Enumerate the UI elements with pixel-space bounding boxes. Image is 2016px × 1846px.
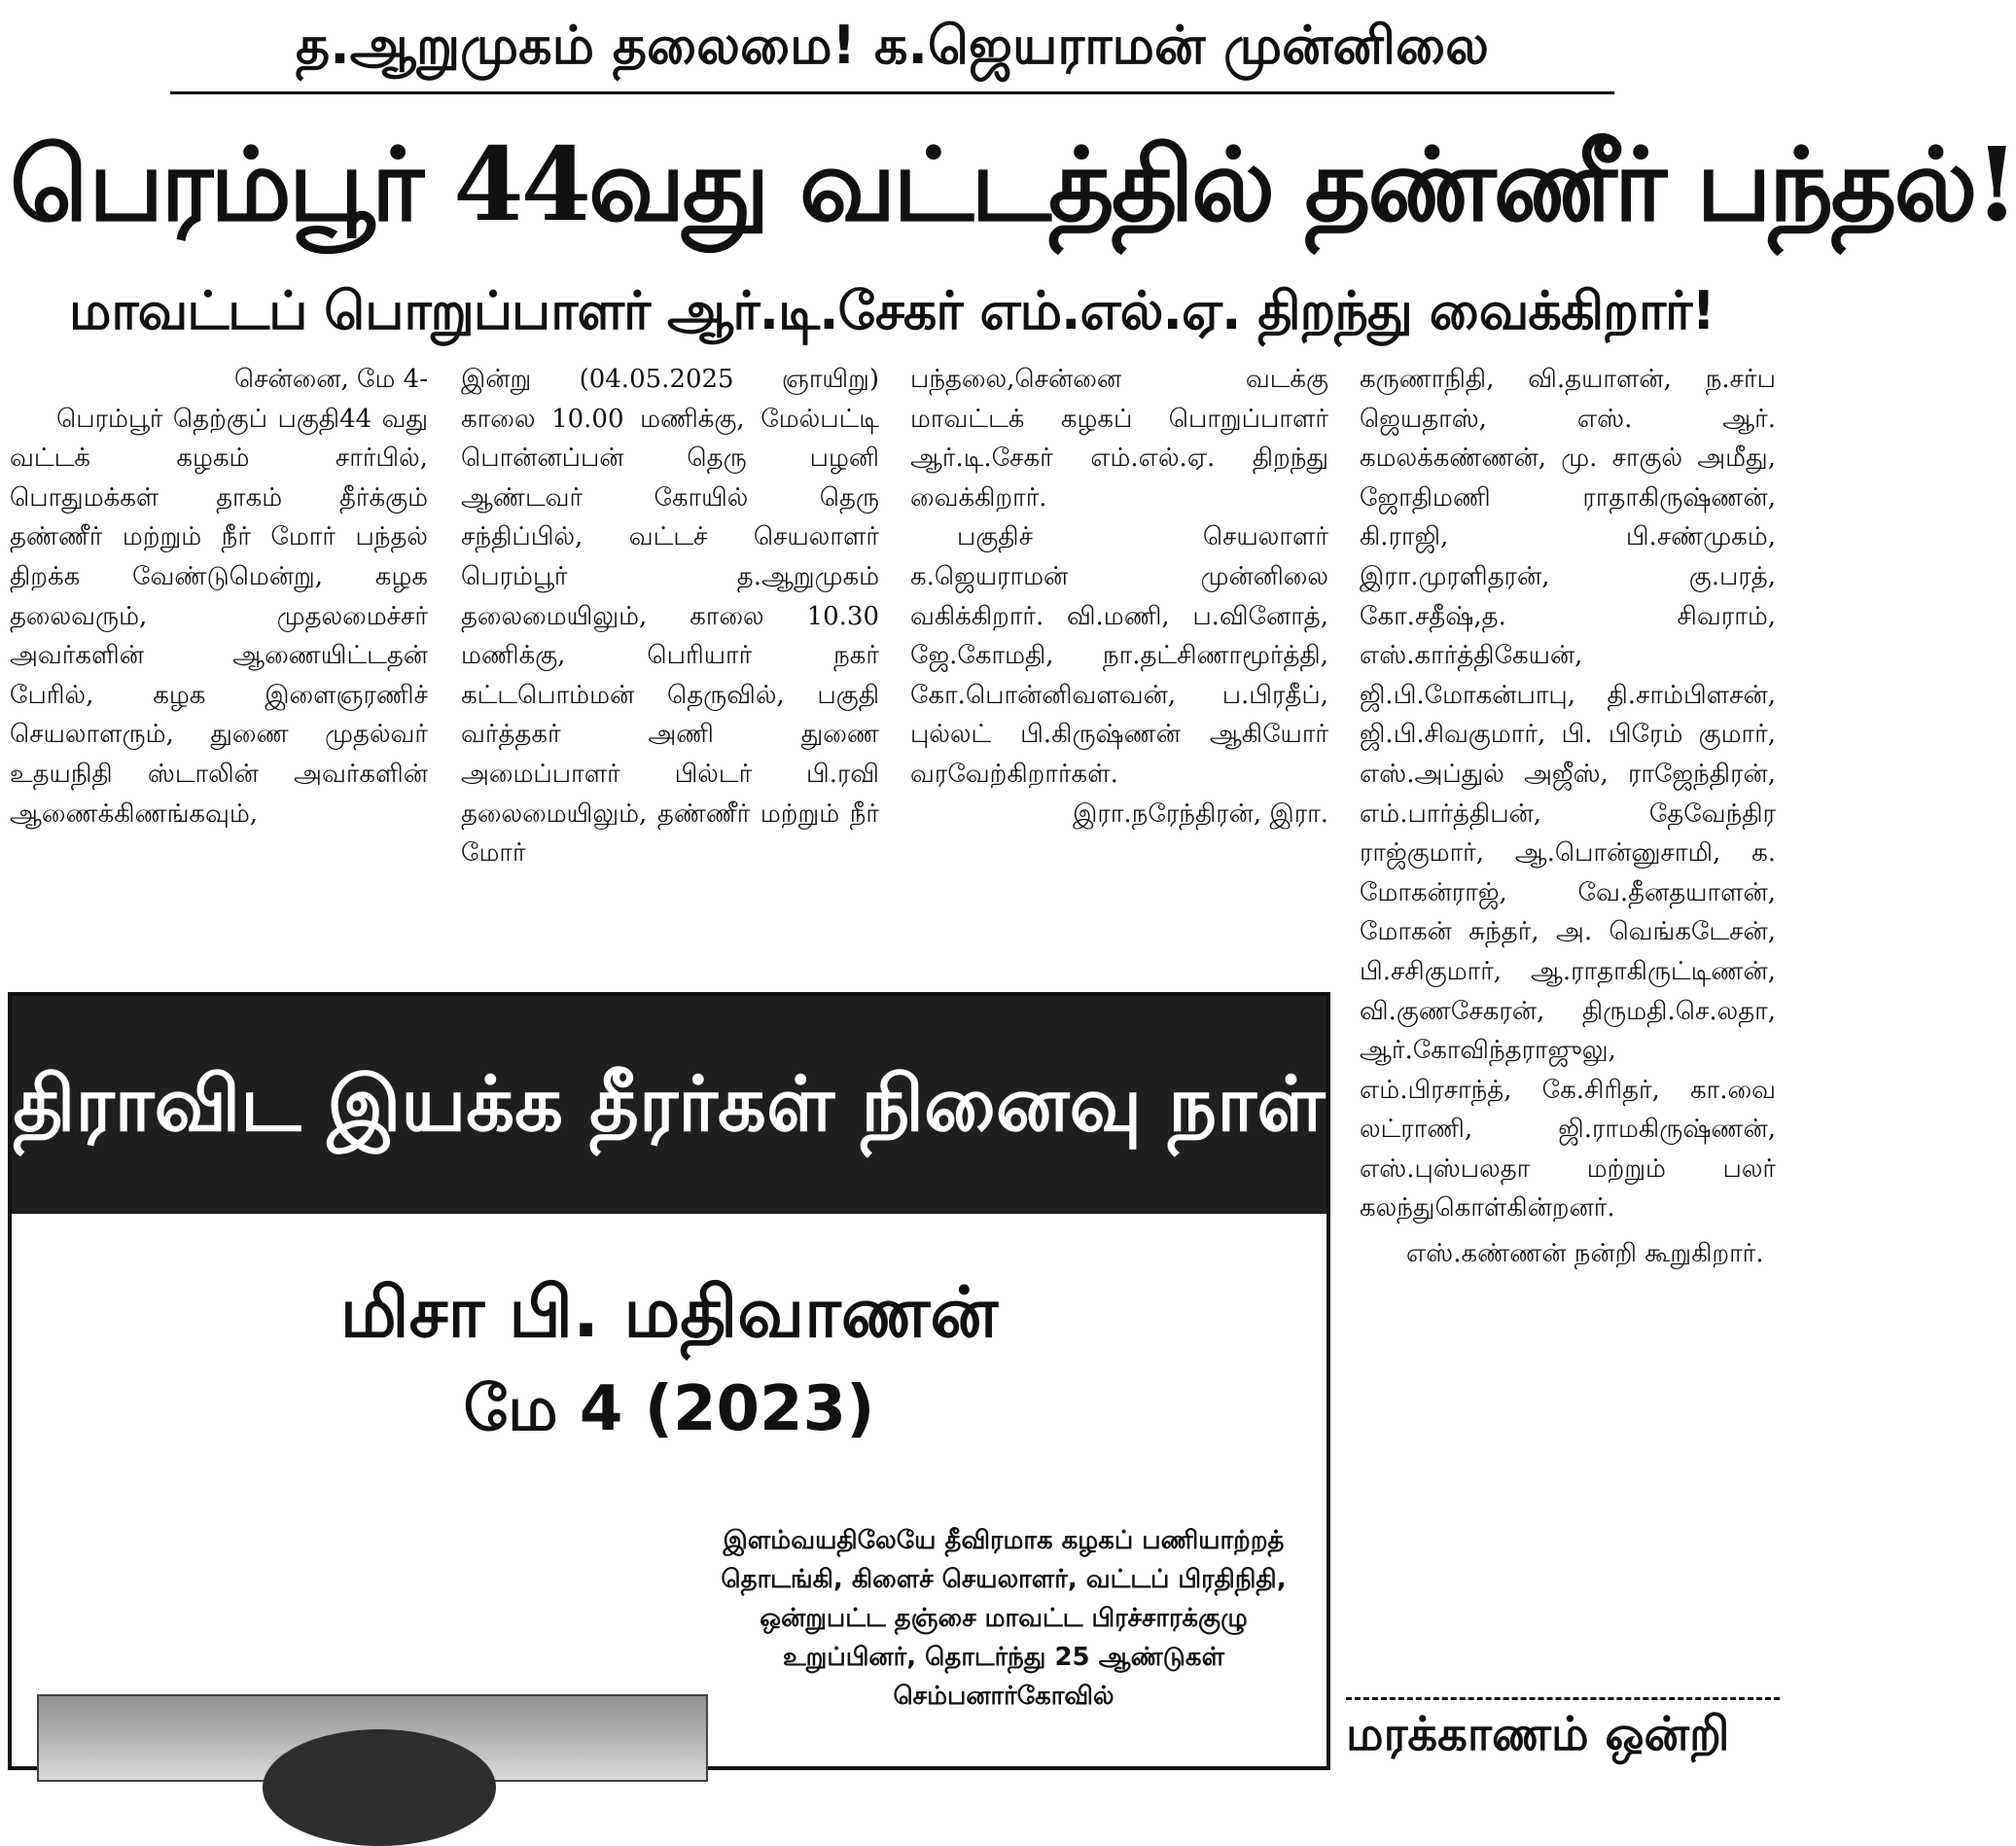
article-column-3 (910, 360, 1328, 982)
article-paragraph: கருணாநிதி, வி.தயாளன், ந.சர்ப ஜெயதாஸ், எஸ். ஆர். கமலக்கண்ணன், மு. சாகுல் அமீது, ஜோதிமணி ராதாகிருஷ்ணன், கி.ராஜி, பி.சண்முகம், இரா.முரளிதரன், கு.பரத், கோ.சதீஷ்,த. சிவராம், எஸ்.கார்த்திகேயன், ஜி.பி.மோகன்பாபு, தி.சாம்பிளசன், ஜி.பி.சிவகுமார், பி. பிரேம் குமார், எஸ்.அப்துல் அஜீஸ், ராஜேந்திரன், எம்.பார்த்திபன், தேவேந்திர ராஜ்குமார், ஆ.பொன்னுசாமி, க. மோகன்ராஜ், வே.தீனதயாளன், மோகன் சுந்தர், அ. வெங்கடேசன், பி.சசிகுமார், ஆ.ராதாகிருட்டிணன், வி.குணசேகரன், திருமதி.செ.லதா, ஆர்.கோவிந்தராஜுலு, எம்.பிரசாந்த், கே.சிரிதர், கா.வை லட்ராணி, ஜி.ராமகிருஷ்ணன், எஸ்.புஸ்பலதா மற்றும் பலர் கலந்துகொள்கின்றனர். (1360, 365, 1776, 1224)
article-paragraph: இன்று (04.05.2025 ஞாயிறு) காலை 10.00 மணிக்கு, மேல்பட்டி பொன்னப்பன் தெரு பழனி ஆண்டவர் கோயில் தெரு சந்திப்பில், வட்டச் செயலாளர் பெரம்பூர் த.ஆறுமுகம் தலைமையிலும், காலை 10.30 மணிக்கு, பெரியார் நகர் கட்டபொம்மன் தெருவில், பகுதி வர்த்தகர் அணி துணை அமைப்பாளர் பில்டர் பி.ரவி தலைமையிலும், தண்ணீர் மற்றும் நீர் மோர் (461, 365, 879, 869)
memorial-photo (37, 1694, 708, 1782)
article-paragraph: பகுதிச் செயலாளர் க.ஜெயராமன் முன்னிலை வகிக்கிறார். வி.மணி, ப.வினோத், ஜே.கோமதி, நா.தட்சிணாமூர்த்தி, கோ.பொன்னிவளவன், ப.பிரதீப், புல்லட் பி.கிருஷ்ணன் ஆகியோர் வரவேற்கிறார்கள். (910, 522, 1328, 789)
article-paragraph: எஸ்.கண்ணன் நன்றி கூறுகிறார். (1406, 1239, 1764, 1269)
article-dateline: சென்னை, மே 4- (233, 365, 428, 394)
article-column-4 (1360, 360, 1776, 1683)
memorial-bio: இளம்வயதிலேயே தீவிரமாக கழகப் பணியாற்றத் தொடங்கி, கிளைச் செயலாளர், வட்டப் பிரதிநிதி, ஒன்றுபட்ட தஞ்சை மாவட்ட பிரச்சாரக்குழு உறுப்பினர், தொடர்ந்து 25 ஆண்டுகள் செம்பனார்கோவில் (721, 1526, 1287, 1711)
main-headline: பெரம்பூர் 44வது வட்டத்தில் தண்ணீர் பந்தல்! (10, 124, 2016, 244)
teaser-divider (1346, 1697, 1780, 1700)
memorial-name: மிசா பி. மதிவாணன் (339, 1271, 999, 1353)
article-paragraph: பந்தலை,சென்னை வடக்கு மாவட்டக் கழகப் பொறுப்பாளர் ஆர்.டி.சேகர் எம்.எல்.ஏ. திறந்து வைக்கிறார். (910, 365, 1328, 513)
portrait-silhouette (263, 1729, 496, 1846)
memorial-banner (12, 996, 1326, 1214)
memorial-banner-title: திராவிட இயக்க தீரர்கள் நினைவு நாள் (13, 1060, 1326, 1149)
teaser-headline: மரக்காணம் ஒன்றி (1346, 1707, 1730, 1761)
article-column-1 (10, 360, 428, 982)
memorial-date: மே 4 (2023) (463, 1373, 875, 1445)
kicker-headline: த.ஆறுமுகம் தலைமை! க.ஜெயராமன் முன்னிலை (296, 15, 1489, 76)
memorial-box (8, 992, 1330, 1770)
sub-headline: மாவட்டப் பொறுப்பாளர் ஆர்.டி.சேகர் எம்.எல்.ஏ. திறந்து வைக்கிறார்! (68, 280, 1715, 341)
kicker-underline (170, 91, 1614, 94)
article-paragraph: இரா.நரேந்திரன், இரா. (1073, 799, 1328, 829)
article-paragraph: பெரம்பூர் தெற்குப் பகுதி44 வது வட்டக் கழகம் சார்பில், பொதுமக்கள் தாகம் தீர்க்கும் தண்ணீர் மற்றும் நீர் மோர் பந்தல் திறக்க வேண்டுமென்று, கழக தலைவரும், முதலமைச்சர் அவர்களின் ஆணையிட்டதன் பேரில், கழக இளைஞரணிச் செயலாளரும், துணை முதல்வர் உதயநிதி ஸ்டாலின் அவர்களின் ஆணைக்கிணங்கவும், (10, 404, 428, 829)
article-column-2 (461, 360, 879, 982)
